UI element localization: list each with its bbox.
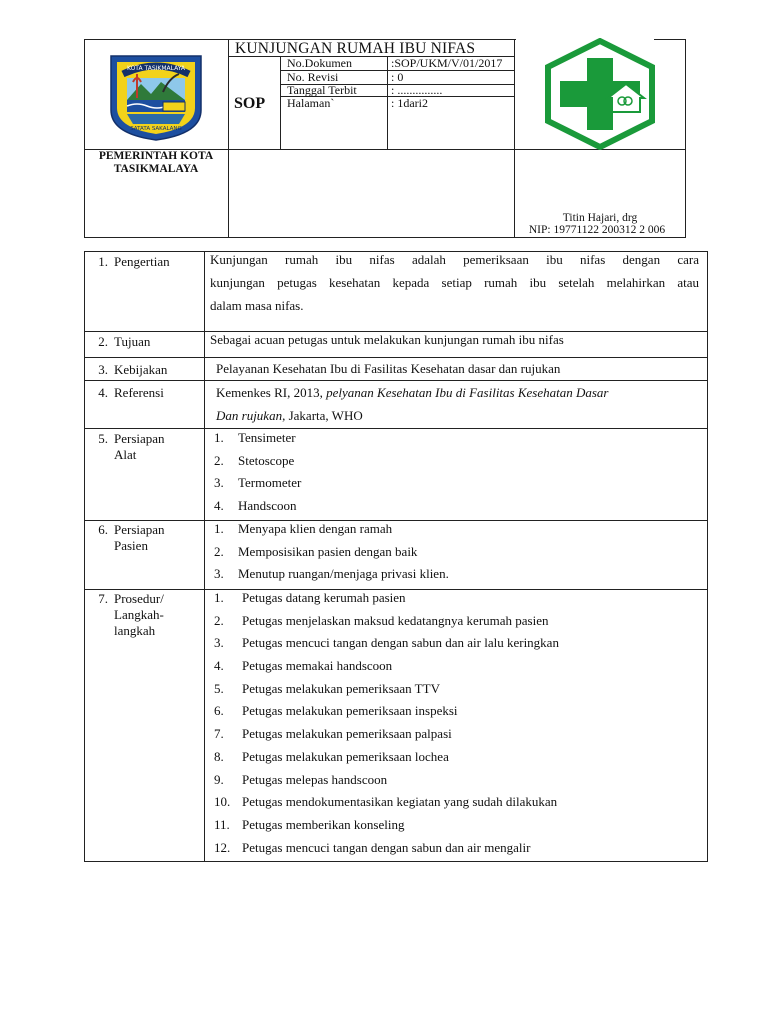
row-kebijakan-text: Pelayanan Kesehatan Ibu di Fasilitas Kesehatan dasar dan rujukan [216, 361, 561, 376]
page-value: : 1dari2 [391, 96, 428, 110]
row-persiapan-alat-label: 5. Persiapan Alat [98, 431, 165, 462]
list-item: 9. Petugas melepas handscoon [214, 771, 388, 787]
row-tujuan-label: 2. Tujuan [98, 334, 151, 349]
doc-number-value: :SOP/UKM/V/01/2017 [391, 56, 503, 70]
puskesmas-logo-icon [540, 38, 660, 150]
prosedur-list [214, 587, 704, 859]
list-item: 2. Petugas menjelaskan maksud kedatangnya kerumah pasien [214, 612, 549, 628]
persiapan-alat-list [214, 427, 704, 518]
list-item: 3. Petugas mencuci tangan dengan sabun dan air lalu keringkan [214, 635, 559, 651]
list-item: 1. Tensimeter [214, 430, 296, 445]
list-item: 3. Termometer [214, 475, 302, 491]
signer-name: Titin Hajari, drg [562, 212, 638, 224]
svg-text:SATATA SAKALANG: SATATA SAKALANG [130, 126, 182, 132]
list-item: 1. Menyapa klien dengan ramah [214, 521, 393, 536]
svg-text:KOTA TASIKMALAYA: KOTA TASIKMALAYA [126, 65, 186, 72]
row-referensi-text: Kemenkes RI, 2013, pelyanan Kesehatan Ibu di Fasilitas Kesehatan Dasar Dan rujukan, Jakarta, WHO [216, 385, 609, 423]
list-item: 4. Petugas memakai handscoon [214, 658, 393, 674]
doc-number-label: No.Dokumen [287, 56, 352, 70]
revision-value: : 0 [391, 70, 404, 84]
persiapan-pasien-list [214, 518, 704, 586]
organization-name: PEMERINTAH KOTA TASIKMALAYA [98, 150, 214, 175]
list-item: 4. Handscoon [214, 498, 297, 514]
list-item: 1. Petugas datang kerumah pasien [214, 590, 406, 605]
list-item: 2. Stetoscope [214, 452, 295, 468]
kota-tasikmalaya-emblem-icon [107, 52, 205, 142]
list-item: 2. Memposisikan pasien dengan baik [214, 543, 418, 559]
row-kebijakan-label: 3. Kebijakan [98, 362, 168, 377]
list-item: 10. Petugas mendokumentasikan kegiatan yang sudah dilakukan [214, 794, 558, 810]
page-label: Halaman` [287, 96, 335, 110]
list-item: 5. Petugas melakukan pemeriksaan TTV [214, 680, 440, 696]
sop-label: SOP [234, 95, 266, 112]
list-item: 8. Petugas melakukan pemeriksaan lochea [214, 748, 449, 764]
row-pengertian-label: 1. Pengertian [98, 254, 170, 269]
page-title: KUNJUNGAN RUMAH IBU NIFAS [235, 40, 476, 57]
row-persiapan-pasien-label: 6. Persiapan Pasien [98, 522, 165, 553]
list-item: 11. Petugas memberikan konseling [214, 816, 405, 832]
list-item: 6. Petugas melakukan pemeriksaan inspeksi [214, 703, 458, 719]
issue-date-label: Tanggal Terbit [287, 83, 357, 97]
list-item: 3. Menutup ruangan/menjaga privasi klien. [214, 566, 449, 582]
row-prosedur-label: 7. Prosedur/ Langkah-langkah [98, 591, 164, 638]
revision-label: No. Revisi [287, 70, 339, 84]
issue-date-value: : ............... [391, 83, 443, 97]
list-item: 12. Petugas mencuci tangan dengan sabun dan air mengalir [214, 839, 531, 855]
signer-nip: NIP: 19771122 200312 2 006 [528, 224, 666, 236]
row-pengertian-text: Kunjungan rumah ibu nifas adalah pemeriksaan ibu nifas dengan cara kunjungan petugas kesehatan kepada setiap rumah ibu setelah melahirkan atau dalam masa nifas. [210, 252, 699, 313]
row-referensi-label: 4. Referensi [98, 385, 164, 400]
row-tujuan-text: Sebagai acuan petugas untuk melakukan kunjungan rumah ibu nifas [210, 332, 564, 347]
list-item: 7. Petugas melakukan pemeriksaan palpasi [214, 726, 452, 742]
